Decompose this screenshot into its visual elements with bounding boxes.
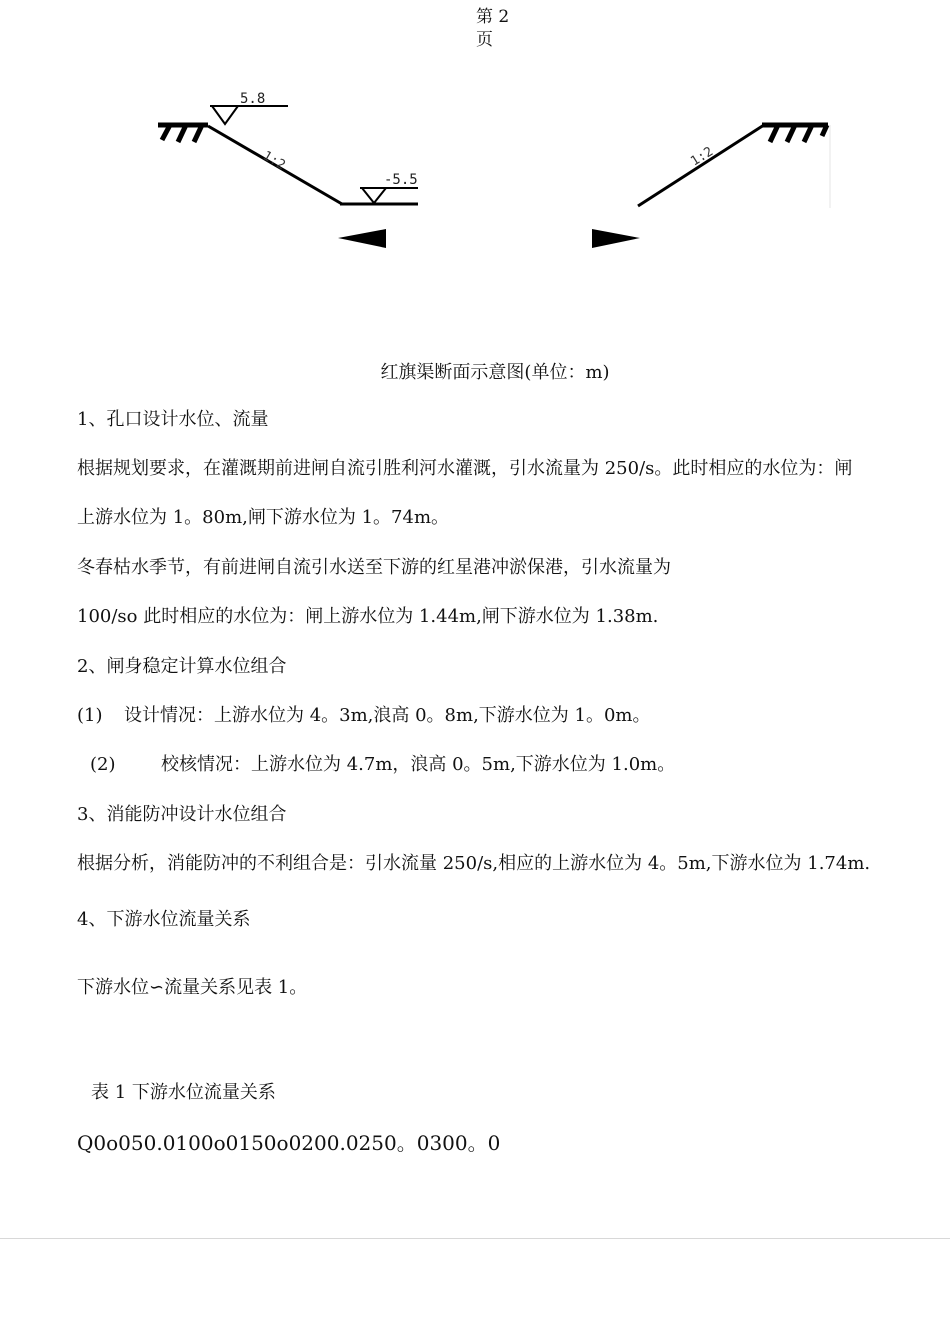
table-row: Q0o050.0100o0150o0200.0250。0300。0 — [77, 1131, 501, 1155]
page-number: 第 2 页 — [476, 7, 510, 50]
list-item-2-text: 校核情况：上游水位为 4.7m，浪高 0。5m,下游水位为 1.0m。 — [160, 754, 676, 775]
list-item-1-number: (1) — [77, 705, 103, 726]
section-3-title: 3、消能防冲设计水位组合 — [77, 804, 287, 825]
section-1-title: 1、孔口设计水位、流量 — [77, 409, 269, 430]
list-item-2 — [90, 752, 675, 778]
paragraph-2-line-1: 冬春枯水季节，有前进闸自流引水送至下游的红星港冲淤保港，引水流量为 — [77, 557, 671, 578]
left-ground-hatch — [158, 125, 208, 142]
paragraph-1-line-1: 根据规划要求，在灌溉期前进闸自流引胜利河水灌溉，引水流量为 250/s。此时相应的水位为：闸 — [77, 458, 853, 479]
right-slope-label: 1:2 — [688, 144, 717, 170]
section-4-title: 4、下游水位流量关系 — [77, 909, 251, 930]
table-title: 表 1 下游水位流量关系 — [91, 1082, 276, 1103]
figure-caption: 红旗渠断面示意图(单位：m) — [380, 362, 610, 383]
section-2-title: 2、闸身稳定计算水位组合 — [77, 656, 287, 677]
page-divider — [0, 1238, 950, 1239]
list-item-2-number: (2) — [90, 754, 116, 775]
upper-level-marker-icon — [212, 106, 238, 124]
left-arrow-icon — [338, 229, 386, 248]
right-arrow-icon — [592, 229, 640, 248]
paragraph-3-line-1: 根据分析，消能防冲的不利组合是：引水流量 250/s,相应的上游水位为 4。5m,下游水位为 1.74m. — [77, 853, 871, 874]
channel-cross-section-diagram — [150, 80, 840, 260]
list-item-1 — [77, 703, 651, 729]
paragraph-2-line-2: 100/so 此时相应的水位为：闸上游水位为 1.44m,闸下游水位为 1.38m. — [77, 606, 659, 627]
right-ground-hatch — [762, 125, 828, 142]
paragraph-1-line-2: 上游水位为 1。80m,闸下游水位为 1。74m。 — [77, 507, 450, 528]
paragraph-4-line-1: 下游水位∽流量关系见表 1。 — [77, 977, 308, 998]
upper-level-label: 5.8 — [240, 91, 266, 107]
lower-level-marker-icon — [362, 188, 386, 203]
lower-level-label: -5.5 — [384, 172, 418, 188]
list-item-1-text: 设计情况：上游水位为 4。3m,浪高 0。8m,下游水位为 1。0m。 — [123, 705, 651, 726]
left-slope-label: 1:2 — [260, 148, 288, 174]
